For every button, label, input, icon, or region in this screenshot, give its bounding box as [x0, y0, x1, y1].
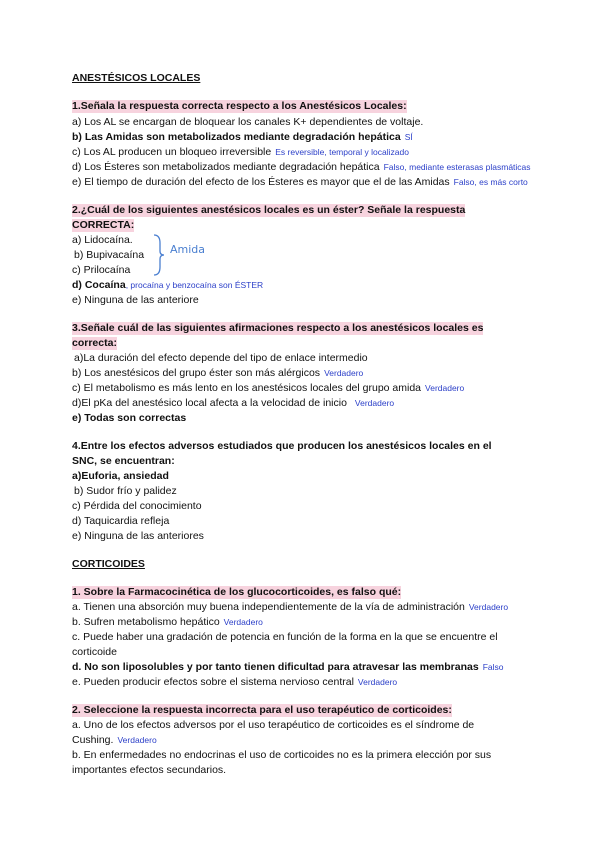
- option-line: b) Los anestésicos del grupo éster son más alérgicos Verdadero: [72, 367, 364, 379]
- question-1-text: 1.Señala la respuesta correcta respecto a los Anestésicos Locales:: [72, 100, 407, 112]
- option-line: d. No son liposolubles y por tanto tienen dificultad para atravesar las membranas Falso: [72, 661, 504, 673]
- option-line: d) Los Ésteres son metabolizados mediante degradación hepática Falso, mediante esterasas plasmáticas: [72, 161, 531, 173]
- question-2-text: 2.¿Cuál de los siguientes anestésicos locales es un éster? Señale la respuesta: [72, 204, 466, 216]
- option-line: e) Todas son correctas: [72, 412, 187, 424]
- option-line: d) Cocaína, procaína y benzocaína son ÉSTER: [72, 279, 264, 291]
- option-line: e) Ninguna de las anteriores: [72, 530, 204, 542]
- option-line: c) Los AL producen un bloqueo irreversible Es reversible, temporal y localizado: [72, 146, 409, 158]
- question-4-text: 4.Entre los efectos adversos estudiados que producen los anestésicos locales en el: [72, 440, 492, 452]
- handwritten-note: Amida: [170, 243, 206, 256]
- option-line: c. Puede haber una gradación de potencia en función de la forma en la que se encuentre el: [72, 631, 498, 643]
- question-c2-text: 2. Seleccione la respuesta incorrecta para el uso terapéutico de corticoides:: [72, 704, 452, 716]
- section-title: ANESTÉSICOS LOCALES: [72, 72, 201, 84]
- question-4-text-cont: SNC, se encuentran:: [72, 455, 175, 467]
- handwritten-brace-icon: [152, 233, 166, 277]
- option-line: a. Tienen una absorción muy buena independientemente de la vía de administración Verdadero: [72, 601, 509, 613]
- option-line: c) Prilocaína: [72, 264, 131, 276]
- option-line: e) Ninguna de las anteriore: [72, 294, 199, 306]
- option-line: c) Pérdida del conocimiento: [72, 500, 202, 512]
- option-line: a) Lidocaína.: [72, 234, 133, 246]
- option-line: b) Bupivacaína: [74, 249, 145, 261]
- section-title: CORTICOIDES: [72, 558, 145, 570]
- option-line: d)El pKa del anestésico local afecta a la velocidad de inicio Verdadero: [72, 397, 395, 409]
- option-line: e) El tiempo de duración del efecto de los Ésteres es mayor que el de las Amidas Falso, es más corto: [72, 176, 528, 188]
- option-line: b) Las Amidas son metabolizados mediante degradación hepática SÍ: [72, 131, 413, 143]
- option-line: b. En enfermedades no endocrinas el uso de corticoides no es la primera elección por sus: [72, 749, 492, 761]
- option-line: a. Uno de los efectos adversos por el uso terapéutico de corticoides es el síndrome de: [72, 719, 475, 731]
- question-3-text: 3.Señale cuál de las siguientes afirmaciones respecto a los anestésicos locales es: [72, 322, 484, 334]
- option-line: importantes efectos secundarios.: [72, 764, 227, 776]
- option-line: corticoide: [72, 646, 117, 658]
- option-line: d) Taquicardia refleja: [72, 515, 170, 527]
- option-line: a)La duración del efecto depende del tipo de enlace intermedio: [74, 352, 368, 364]
- option-line: a) Los AL se encargan de bloquear los canales K+ dependientes de voltaje.: [72, 116, 424, 128]
- option-line: e. Pueden producir efectos sobre el sistema nervioso central Verdadero: [72, 676, 398, 688]
- option-line: b. Sufren metabolismo hepático Verdadero: [72, 616, 263, 628]
- question-3-text-cont: correcta:: [72, 337, 117, 349]
- option-line: Cushing. Verdadero: [72, 734, 157, 746]
- option-line: c) El metabolismo es más lento en los anestésicos locales del grupo amida Verdadero: [72, 382, 465, 394]
- option-line: a)Euforia, ansiedad: [72, 470, 169, 482]
- question-c1-text: 1. Sobre la Farmacocinética de los glucocorticoides, es falso qué:: [72, 586, 402, 598]
- option-line: b) Sudor frío y palidez: [74, 485, 177, 497]
- question-2-text-cont: CORRECTA:: [72, 219, 135, 231]
